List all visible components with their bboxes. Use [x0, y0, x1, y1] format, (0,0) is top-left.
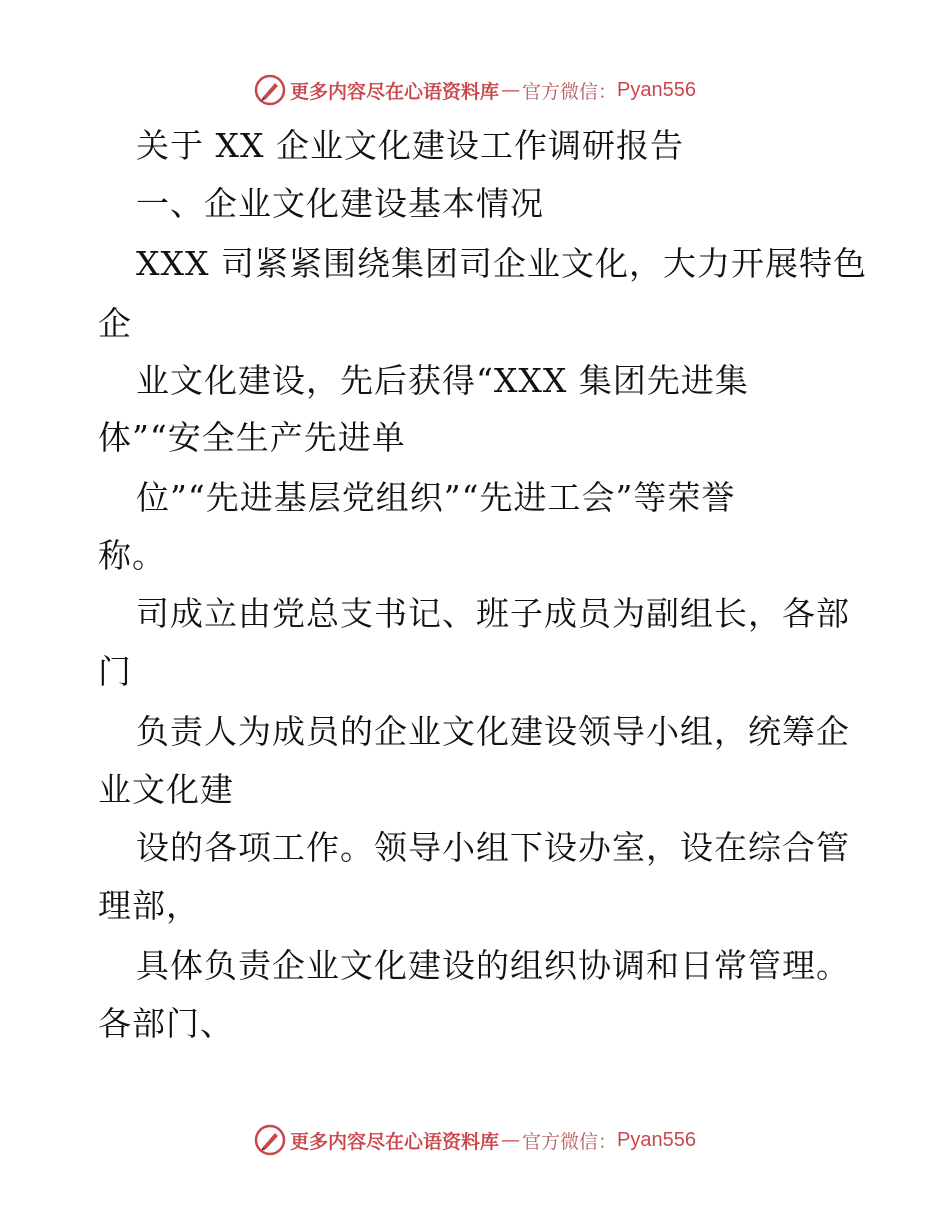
banner-wechat-label: 官方微信：: [522, 1130, 618, 1153]
paragraph-line: 体”“安全生产先进单: [98, 418, 406, 457]
paragraph-line: 称。: [98, 536, 166, 575]
paragraph-line: 设的各项工作。领导小组下设办室，设在综合管: [136, 828, 850, 867]
paragraph-line: 具体负责企业文化建设的组织协调和日常管理。: [136, 946, 850, 985]
banner-wechat-handle: Pyan556: [617, 1128, 696, 1151]
header-banner: [0, 70, 950, 110]
paragraph-line: 各部门、: [98, 1004, 234, 1043]
footer-banner: [0, 1120, 950, 1160]
paragraph-line: 一、企业文化建设基本情况: [136, 184, 544, 223]
paragraph-line: 司成立由党总支书记、班子成员为副组长，各部: [136, 594, 850, 633]
paragraph-line: 企: [98, 304, 132, 343]
banner-wechat-handle: Pyan556: [617, 78, 696, 101]
banner-wechat-label: 官方微信：: [522, 80, 618, 103]
pen-logo-icon: [254, 1124, 286, 1156]
paragraph-line: 业文化建设，先后获得“XXX 集团先进集: [136, 361, 749, 400]
banner-dash: —: [501, 79, 521, 101]
banner-dash: —: [501, 1129, 521, 1151]
paragraph-line: XXX 司紧紧围绕集团司企业文化，大力开展特色: [136, 244, 867, 283]
paragraph-line: 门: [98, 652, 132, 691]
banner-brand-text: 更多内容尽在心语资料库: [290, 80, 500, 103]
banner-brand-text: 更多内容尽在心语资料库: [290, 1130, 500, 1153]
pen-logo-icon: [254, 74, 286, 106]
paragraph-line: 位”“先进基层党组织”“先进工会”等荣誉: [136, 478, 736, 517]
paragraph-line: 负责人为成员的企业文化建设领导小组，统筹企: [136, 712, 850, 751]
paragraph-line: 业文化建: [98, 770, 234, 809]
paragraph-line: 理部，: [98, 886, 200, 925]
paragraph-line: 关于 XX 企业文化建设工作调研报告: [136, 126, 684, 165]
